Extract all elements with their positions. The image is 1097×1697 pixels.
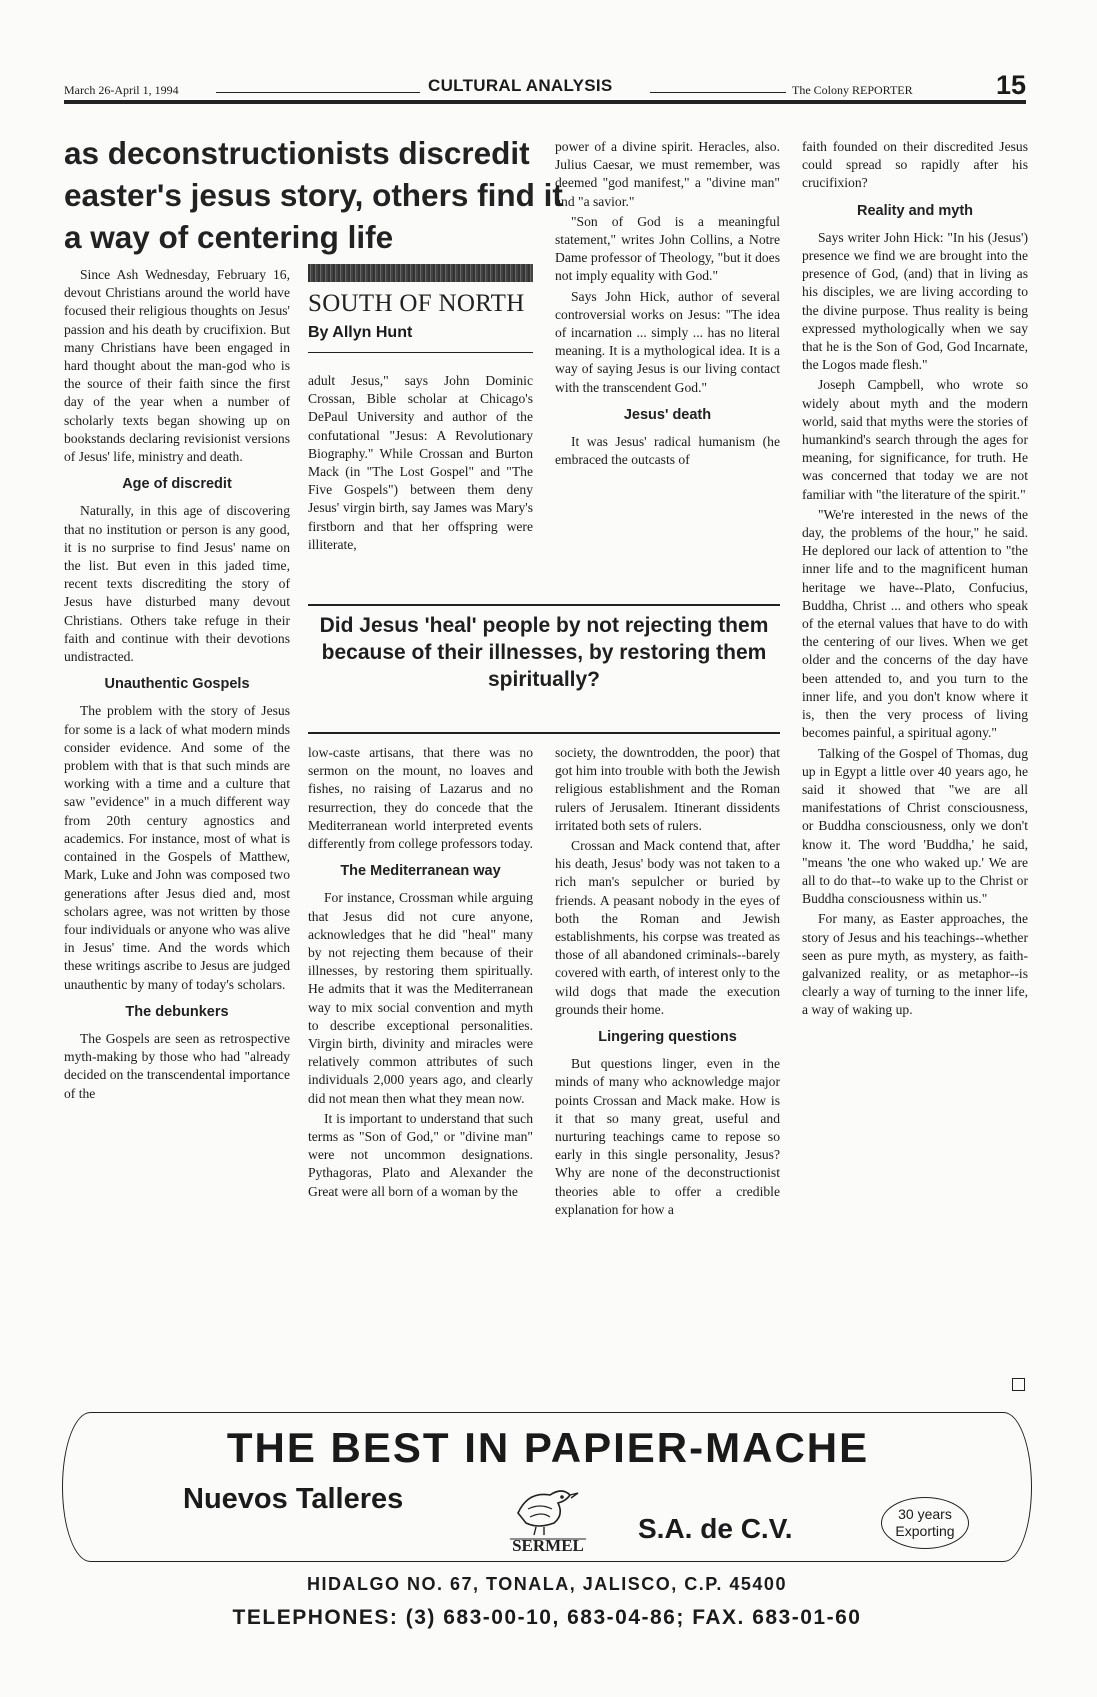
paragraph: Talking of the Gospel of Thomas, dug up in Egypt a little over 40 years ago, he said it showed that "we are all manifestations of Christ consciousness, or Buddha consciousness, only we don't know it. The word 'Buddha,' he said, "means 'the one who waked up.' We are all to do that--to wake up to the Christ or Buddha consciousness within us." <box>802 745 1028 907</box>
column-b-top <box>308 372 533 612</box>
paragraph: Crossan and Mack contend that, after his death, Jesus' body was not taken to a rich man's sepulcher or buried by friends. A peasant nobody in the eyes of both the Roman and Jewish establishments, his corpse was treated as those of all abandoned criminals--barely covered with earth, of interest only to the wild dogs that made the execution grounds their home. <box>555 838 780 1017</box>
paragraph: The problem with the story of Jesus for some is a lack of what modern minds consider evidence. And some of the problem with that is that such minds are working with a time and a culture that saw "evidence" in a much different way from 20th century agnostics and academics. For instance, most of what is contained in the Gospels of Matthew, Mark, Luke and John was composed two generations after Jesus died and, most scholars agree, was not written by those four individuals or anyone who was alive in Jesus' time. And the words which these writings ascribe to Jesus are judged unauthentic by many of today's scholars. <box>64 703 290 992</box>
page-header <box>64 70 1026 100</box>
paragraph: Says writer John Hick: "In his (Jesus') presence we find we are brought into the presence of God, (and) that in living as his disciples, we are living according to the divine purpose. Thus reality is being expressed mythologically when we say that he is the Son of God, God Incarnate, the Logos made flesh." <box>802 229 1028 373</box>
end-of-article-mark <box>1012 1378 1025 1391</box>
ad-phones: TELEPHONES: (3) 683-00-10, 683-04-86; FAX. 683-01-60 <box>232 1606 862 1629</box>
subhead-reality-and-myth: Reality and myth <box>856 202 974 219</box>
pull-quote-rule-top <box>308 604 780 606</box>
paragraph: The Gospels are seen as retrospective myth-making by those who had "already decided on the transcendental importance of the <box>64 1030 290 1101</box>
column-c-bottom <box>555 744 780 1394</box>
column-d <box>802 138 1028 1398</box>
pull-quote-rule-bottom <box>308 732 780 734</box>
header-rule-right <box>650 92 786 93</box>
badge-line-2: Exporting <box>895 1523 955 1539</box>
pull-quote: Did Jesus 'heal' people by not rejecting them because of their illnesses, by restoring them spiritually? <box>319 614 769 691</box>
article-headline: as deconstructionists discredit easter's jesus story, others find it a way of centering life <box>64 135 563 255</box>
column-b-bottom <box>308 744 533 1394</box>
bird-logo-icon <box>488 1473 608 1557</box>
subhead-jesus-death: Jesus' death <box>623 406 712 423</box>
subhead-lingering-questions: Lingering questions <box>598 1029 737 1046</box>
paragraph: It is important to understand that such terms as "Son of God," or "divine man" were not uncommon designations. Pythagoras, Plato and Alexander the Great were all born of a woman by the <box>308 1110 533 1199</box>
column-c-top <box>555 138 780 598</box>
subhead-unauthentic-gospels: Unauthentic Gospels <box>104 676 250 693</box>
page-number: 15 <box>996 70 1027 100</box>
subhead-the-debunkers: The debunkers <box>125 1003 229 1020</box>
ad-company-suffix: S.A. de C.V. <box>638 1513 793 1544</box>
byline-rule <box>308 352 533 353</box>
column-name: SOUTH OF NORTH <box>308 290 525 317</box>
paragraph: For many, as Easter approaches, the story of Jesus and his teachings--whether seen as pure myth, as mystery, as faith-galvanized reality, or as metaphor--is clearly a way of turning to the inner life, a way of waking up. <box>802 911 1028 1018</box>
paragraph: power of a divine spirit. Heracles, also. Julius Caesar, we must remember, was deemed "god manifest," a "divine man" and "a savior." <box>555 139 780 209</box>
column-a <box>64 266 290 1396</box>
issue-date: March 26-April 1, 1994 <box>64 83 179 97</box>
paragraph: Joseph Campbell, who wrote so widely about myth and the modern world, said that myths were the stories of humankind's search through the ages for meaning, for significance, for truth. He was concerned that today we are not familiar with "the literature of the spirit." <box>802 377 1028 502</box>
subhead-mediterranean-way: The Mediterranean way <box>340 863 501 880</box>
newspaper-name: The Colony REPORTER <box>792 83 913 97</box>
paragraph: society, the downtrodden, the poor) that got him into trouble with both the Jewish religious establishment and the Roman rulers of Jerusalem. Itinerant dissidents irritated both sets of rulers. <box>555 745 780 833</box>
ad-logo-text: SERMEL <box>512 1536 584 1555</box>
paragraph: low-caste artisans, that there was no sermon on the mount, no loaves and fishes, no raising of Lazarus and no resurrection, they do concede that the Mediterranean world interpreted events differently from college professors today. <box>308 745 533 852</box>
ad-badge <box>881 1497 969 1549</box>
paragraph: But questions linger, even in the minds of many who acknowledge major points Crossan and Mack make. How is it that so many great, useful and nurturing teachings came to repose so early in this single personality, Jesus? Why are none of the deconstructionist theories able to offer a credible explanation for how a <box>555 1056 780 1217</box>
column-byline <box>308 264 533 364</box>
author-name: By Allyn Hunt <box>308 324 413 341</box>
paragraph: For instance, Crossman while arguing that Jesus did not cure anyone, acknowledges that he did "heal" many by not rejecting them because of their illnesses, by restoring them spiritually. He admits that it was the Mediterranean way to mix social convention and myth to describe exceptional personalities. Virgin birth, divinity and miracles were relatively common attributes of such individuals 2,000 years ago, and clearly did not mean then what they mean now. <box>308 890 533 1106</box>
badge-line-1: 30 years <box>898 1506 952 1522</box>
paragraph: It was Jesus' radical humanism (he embraced the outcasts of <box>555 434 780 468</box>
paragraph: "Son of God is a meaningful statement," writes John Collins, a Notre Dame professor of Theology, "but it does not imply equality with God." <box>555 213 780 284</box>
paragraph: adult Jesus," says John Dominic Crossan, Bible scholar at Chicago's DePaul University and author of the confutational "Jesus: A Revolutionary Biography." While Crossan and Burton Mack (in "The Lost Gospel" and "The Five Gospels") between them deny Jesus' virgin birth, say James was Mary's firstborn and that her offspring were illiterate, <box>308 373 533 552</box>
header-bar <box>64 100 1026 104</box>
paragraph: Since Ash Wednesday, February 16, devout Christians around the world have focused their religious thoughts on Jesus' passion and his death by crucifixion. But many Christians have been engaged in hard thought about the man-god who is the source of their faith since the first day of the year when a number of scholarly texts began showing up on bookstands declaring revisionist versions of Jesus' life, ministry and death. <box>64 267 290 465</box>
paragraph: "We're interested in the news of the day, the problems of the hour," he said. He deplored our lack of attention to "the inner life and to the magnificent human heritage we have--Plato, Confucius, Buddha, Christ ... and others who speak of the eternal values that have to do with the centering of our lives. When we get older and the concerns of the day have been attended to, and you turn to the inner life, and you don't know where it is, then the very process of living becomes painful, a spiritual agony." <box>802 506 1028 741</box>
advertisement <box>62 1412 1032 1562</box>
paragraph: Says John Hick, author of several controversial works on Jesus: "The idea of incarnation ... simply ... has no literal meaning. It is a mythological idea. It is a way of saying Jesus is our living contact with the transcendent God." <box>555 288 780 395</box>
ad-address: HIDALGO NO. 67, TONALA, JALISCO, C.P. 45400 <box>307 1574 787 1594</box>
paragraph: Naturally, in this age of discovering that no institution or person is any good, it is no surprise to find Jesus' name on the list. But even in this jaded time, recent texts discrediting the story of Jesus have disturbed many devout Christians. Others take refuge in their faith and continue with their devotions undistracted. <box>64 503 290 665</box>
paragraph: faith founded on their discredited Jesus could spread so rapidly after his crucifixion? <box>802 139 1028 191</box>
header-rule-left <box>216 92 420 93</box>
subhead-age-of-discredit: Age of discredit <box>122 476 232 493</box>
byline-decorative-bar <box>308 264 533 282</box>
ad-company-name: Nuevos Talleres <box>183 1483 404 1515</box>
ad-title: THE BEST IN PAPIER-MACHE <box>226 1424 870 1471</box>
section-title: CULTURAL ANALYSIS <box>428 76 613 95</box>
